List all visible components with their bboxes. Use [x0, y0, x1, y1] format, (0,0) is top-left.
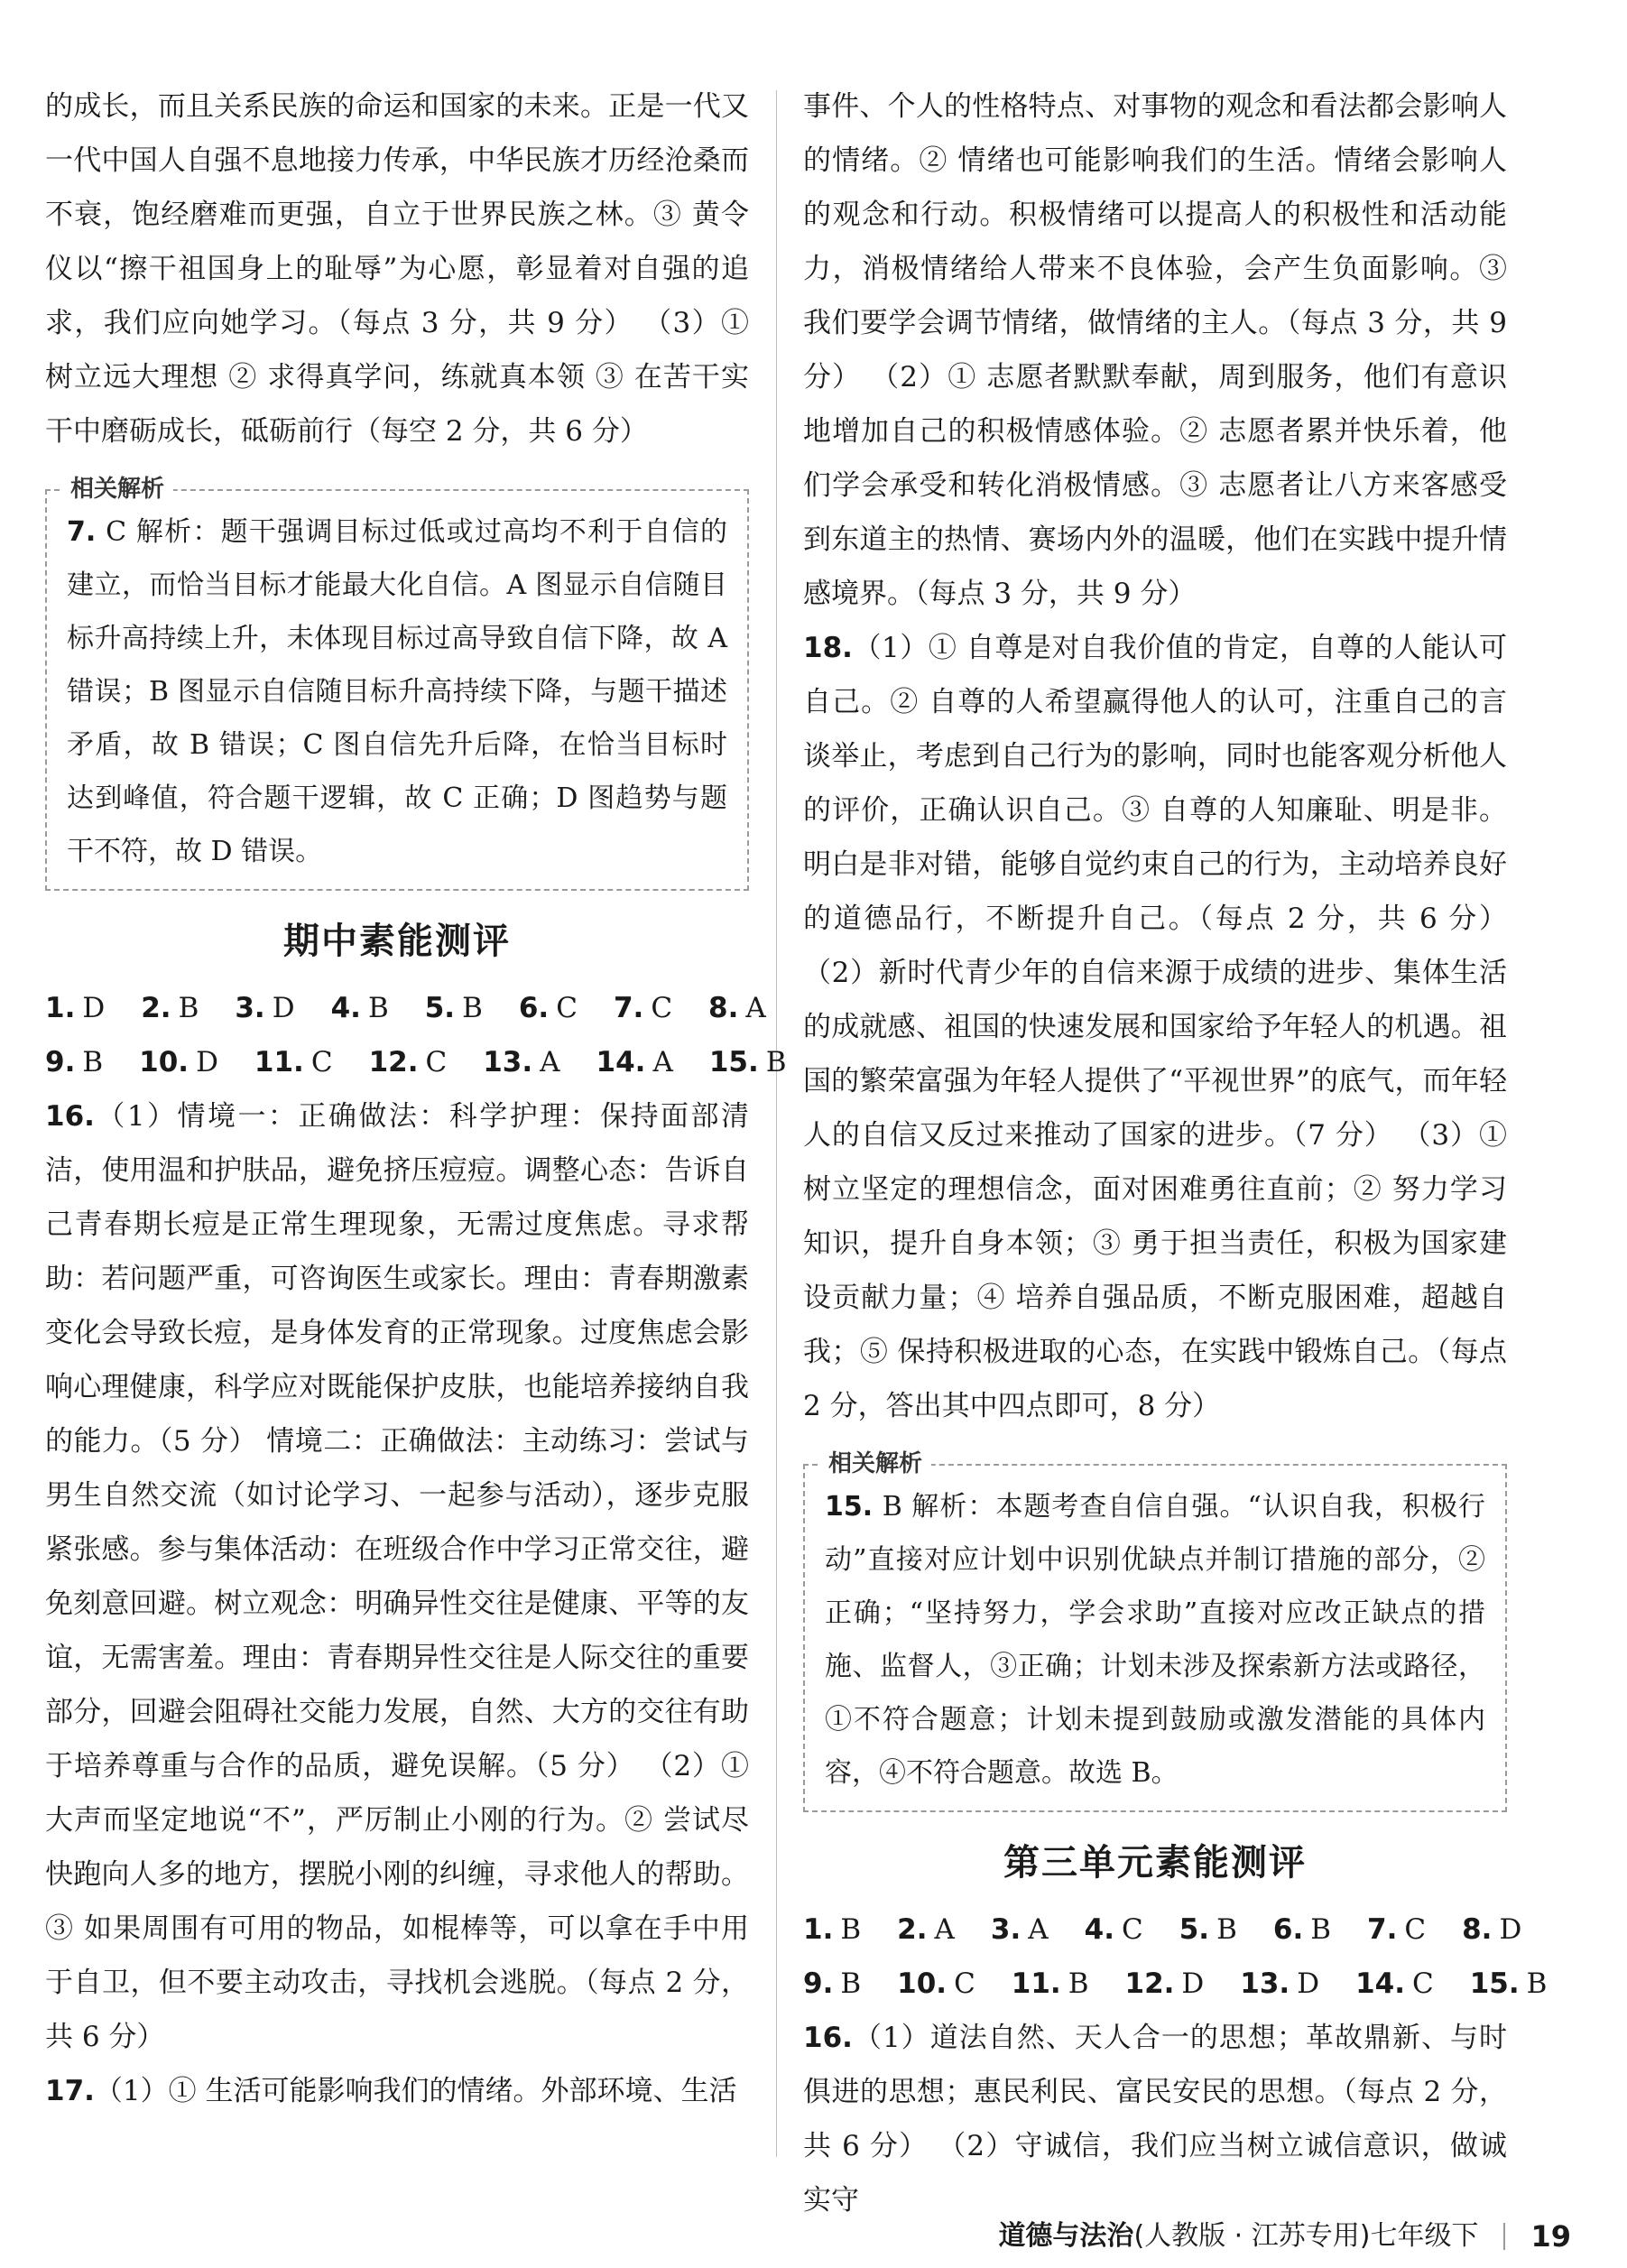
question-number: 14.: [596, 1046, 646, 1078]
question-17-continued: 事件、个人的性格特点、对事物的观念和看法都会影响人的情绪。② 情绪也可能影响我们的生活。情绪会影响人的观念和行动。积极情绪可以提高人的积极性和活动能力，消极情绪给人带来不良体验，会产生负面影响。③ 我们要学会调节情绪，做情绪的主人。（每点 3 分，共 9 分） （2）① 志愿者默默奉献，周到服务，他们有意识地增加自己的积极情感体验。② 志愿者累并快乐着，他们学会承受和转化消极情感。③ 志愿者让八方来客感受到东道主的热情、赛场内外的温暖，他们在实践中提升情感境界。（每点 3 分，共 9 分）: [803, 90, 1507, 610]
question-number: 8.: [708, 992, 739, 1024]
answer-item: [139, 1035, 236, 1089]
right-column: [803, 79, 1548, 2227]
answer-choice: D: [1499, 1913, 1522, 1946]
question-number: 2.: [141, 992, 171, 1024]
question-number: 7.: [613, 992, 644, 1024]
question-number: 2.: [897, 1913, 928, 1946]
answer-choice: C: [1411, 1967, 1434, 2000]
question-number: 8.: [1462, 1913, 1493, 1946]
answer-item: [141, 981, 217, 1035]
footer-edition: (人教版 · 江苏专用)七年级下: [1133, 2220, 1479, 2252]
analysis-body: B 解析：本题考查自信自强。“认识自我，积极行动”直接对应计划中识别优缺点并制订措施的部分，②正确；“坚持努力，学会求助”直接对应改正缺点的措施、监督人，③正确；计划未涉及探索新方法或路径，①不符合题意；计划未提到鼓励或激发潜能的具体内容，④不符合题意。故选 B。: [825, 1491, 1485, 1789]
column-divider: [776, 90, 777, 2157]
question-number: 6.: [1272, 1913, 1304, 1946]
question-number: 11.: [254, 1046, 304, 1078]
analysis-text: [67, 505, 727, 878]
question-16-answer: [803, 2011, 1507, 2227]
question-number: 7.: [67, 516, 97, 548]
answer-choice: B: [1526, 1967, 1548, 2000]
answer-row: [803, 1957, 1548, 2011]
answer-item: [708, 981, 784, 1035]
section-title: 第三单元素能测评: [1003, 1842, 1307, 1884]
answer-choice: D: [1297, 1967, 1320, 2000]
analysis-label: 相关解析: [61, 471, 173, 507]
footer-divider: [1503, 2223, 1505, 2250]
question-18-answer: [803, 621, 1507, 1433]
answer-item: [45, 1035, 121, 1089]
question-16-answer: [45, 1089, 749, 2064]
answer-choice: D: [82, 992, 106, 1024]
answer-item: [1179, 1902, 1255, 1957]
answer-choice: D: [196, 1046, 218, 1078]
question-number: 1.: [45, 992, 76, 1024]
question-number: 18.: [803, 632, 853, 664]
analysis-text: [825, 1480, 1485, 1800]
question-number: 5.: [1179, 1913, 1210, 1946]
answer-item: [45, 981, 123, 1035]
footer-subject: 道德与法治: [998, 2220, 1134, 2252]
answer-row: [45, 1035, 787, 1089]
question-number: 17.: [45, 2075, 95, 2107]
question-number: 14.: [1355, 1967, 1405, 2000]
answer-choice: A: [934, 1913, 955, 1946]
analysis-box: [45, 476, 749, 891]
question-number: 12.: [368, 1046, 419, 1078]
question-number: 15.: [708, 1046, 759, 1078]
answer-item: [369, 1035, 466, 1089]
section-title: 期中素能测评: [283, 921, 511, 962]
answer-item: [596, 1035, 691, 1089]
question-number: 10.: [897, 1967, 948, 2000]
answer-item: [614, 981, 690, 1035]
question-number: 12.: [1124, 1967, 1175, 2000]
answer-choice: B: [82, 1046, 104, 1078]
answer-text: （1）道法自然、天人合一的思想；革故鼎新、与时俱进的思想；惠民利民、富民安民的思想。（每点 2 分，共 6 分） （2）守诚信，我们应当树立诚信意识，做诚实守: [803, 2022, 1507, 2217]
page-number: 19: [1530, 2219, 1571, 2254]
analysis-box: [803, 1450, 1507, 1812]
question-number: 3.: [235, 992, 265, 1024]
answer-choice: C: [1122, 1913, 1143, 1946]
answer-choice: D: [1181, 1967, 1205, 2000]
answer-choice: D: [272, 992, 295, 1024]
answer-item: [1240, 1957, 1337, 2011]
question-number: 15.: [1469, 1967, 1520, 2000]
answer-choice: B: [1216, 1913, 1237, 1946]
question-number: 13.: [483, 1046, 533, 1078]
answer-item: [1462, 1902, 1539, 1957]
answer-item: [1367, 1902, 1444, 1957]
answer-choice: C: [556, 992, 578, 1024]
analysis-body: C 解析：题干强调目标过低或过高均不利于自信的建立，而恰当目标才能最大化自信。A 图显示自信随目标升高持续上升，未体现目标过高导致自信下降，故 A 错误；B 图显示自信随目标升高持续下降，与题干描述矛盾，故 B 错误；C 图自信先升后降，在恰当目标时达到峰值，符合题干逻辑，故 C 正确；D 图趋势与题干不符，故 D 错误。: [67, 516, 727, 867]
answer-text: （1）① 自尊是对自我价值的肯定，自尊的人能认可自己。② 自尊的人希望赢得他人的认可，注重自己的言谈举止，考虑到自己行为的影响，同时也能客观分析他人的评价，正确认识自己。③ 自尊的人知廉耻、明是非。明白是非对错，能够自觉约束自己的行为，主动培养良好的道德品行，不断提升自己。（每点 2 分，共 6 分） （2）新时代青少年的自信来源于成绩的进步、集体生活的成就感、祖国的快速发展和国家给予年轻人的机遇。祖国的繁荣富强为年轻人提供了“平视世界”的底气，而年轻人的自信又反过来推动了国家的进步。（7 分） （3）① 树立坚定的理想信念，面对困难勇往直前；② 努力学习知识，提升自身本领；③ 勇于担当责任，积极为国家建设贡献力量；④ 培养自强品质，不断克服困难，超越自我；⑤ 保持积极进取的心态，在实践中锻炼自己。（每点 2 分，答出其中四点即可，8 分）: [803, 632, 1507, 1422]
answer-item: [425, 981, 501, 1035]
question-number: 10.: [139, 1046, 190, 1078]
answer-row: [45, 981, 766, 1035]
answer-choice: C: [310, 1046, 333, 1078]
answer-item: [483, 1035, 578, 1089]
question-number: 15.: [825, 1491, 874, 1523]
question-number: 4.: [330, 992, 361, 1024]
answer-item: [1273, 1902, 1349, 1957]
answer-item: [803, 1902, 879, 1957]
answer-text: （1）① 生活可能影响我们的情绪。外部环境、生活: [94, 2075, 737, 2107]
page-footer: [998, 2218, 1571, 2254]
answer-choice: A: [652, 1046, 673, 1078]
answer-choice: C: [651, 992, 673, 1024]
answer-choice: B: [765, 1046, 787, 1078]
question-number: 9.: [803, 1967, 834, 2000]
answer-choice: B: [1068, 1967, 1089, 2000]
answer-choice: A: [1028, 1913, 1049, 1946]
answer-item: [897, 1957, 994, 2011]
answer-choice: B: [462, 992, 483, 1024]
answer-item: [803, 1957, 879, 2011]
question-number: 9.: [45, 1046, 76, 1078]
answer-choice: C: [954, 1967, 975, 2000]
question-number: 7.: [1367, 1913, 1398, 1946]
answer-choice: A: [540, 1046, 560, 1078]
answer-text: （1）情境一：正确做法：科学护理：保持面部清洁，使用温和护肤品，避免挤压痘痘。调整心态：告诉自己青春期长痘是正常生理现象，无需过度焦虑。寻求帮助：若问题严重，可咨询医生或家长。理由：青春期激素变化会导致长痘，是身体发育的正常现象。过度焦虑会影响心理健康，科学应对既能保护皮肤，也能培养接纳自我的能力。（5 分） 情境二：正确做法：主动练习：尝试与男生自然交流（如讨论学习、一起参与活动），逐步克服紧张感。参与集体活动：在班级合作中学习正常交往，避免刻意回避。树立观念：明确异性交往是健康、平等的友谊，无需害羞。理由：青春期异性交往是人际交往的重要部分，回避会阻碍社交能力发展，自然、大方的交往有助于培养尊重与合作的品质，避免误解。（5 分） （2）① 大声而坚定地说“不”，严厉制止小刚的行为。② 尝试尽快跑向人多的地方，摆脱小刚的纠缠，寻求他人的帮助。③ 如果周围有可用的物品，如棍棒等，可以拿在手中用于自卫，但不要主动攻击，寻找机会逃脱。（每点 2 分，共 6 分）: [45, 1100, 749, 2053]
answer-item: [1470, 1957, 1566, 2011]
question-number: 4.: [1084, 1913, 1114, 1946]
intro-paragraph: 的成长，而且关系民族的命运和国家的未来。正是一代又一代中国人自强不息地接力传承，中华民族才历经沧桑而不衰，饱经磨难而更强，自立于世界民族之林。③ 黄令仪以“擦干祖国身上的耻辱”为心愿，彰显着对自强的追求，我们应向她学习。（每点 3 分，共 9 分） （3）① 树立远大理想 ② 求得真学问，练就真本领 ③ 在苦干实干中磨砺成长，砥砺前行（每空 2 分，共 6 分）: [45, 90, 749, 448]
question-number: 16.: [45, 1100, 95, 1133]
answer-choice: B: [178, 992, 199, 1024]
answer-row: [803, 1902, 1522, 1957]
answer-choice: C: [425, 1046, 448, 1078]
answer-item: [254, 1035, 351, 1089]
answer-item: [1125, 1957, 1223, 2011]
question-number: 6.: [518, 992, 550, 1024]
left-column: [45, 79, 787, 2118]
answer-item: [1085, 1902, 1161, 1957]
question-number: 13.: [1240, 1967, 1290, 2000]
answer-choice: B: [1310, 1913, 1332, 1946]
answer-item: [897, 1902, 973, 1957]
question-number: 16.: [803, 2022, 853, 2054]
answer-item: [709, 1035, 805, 1089]
answer-choice: A: [745, 992, 766, 1024]
answer-item: [331, 981, 407, 1035]
analysis-label: 相关解析: [819, 1446, 931, 1482]
answer-item: [1355, 1957, 1452, 2011]
answer-item: [235, 981, 312, 1035]
question-number: 3.: [990, 1913, 1021, 1946]
question-number: 11.: [1011, 1967, 1061, 2000]
answer-choice: C: [1404, 1913, 1427, 1946]
answer-item: [519, 981, 596, 1035]
answer-choice: B: [840, 1913, 862, 1946]
answer-choice: B: [367, 992, 389, 1024]
question-number: 1.: [803, 1913, 834, 1946]
answer-item: [991, 1902, 1067, 1957]
answer-choice: B: [840, 1967, 862, 2000]
question-number: 5.: [424, 992, 456, 1024]
answer-item: [1012, 1957, 1107, 2011]
question-17-answer: [45, 2064, 749, 2118]
